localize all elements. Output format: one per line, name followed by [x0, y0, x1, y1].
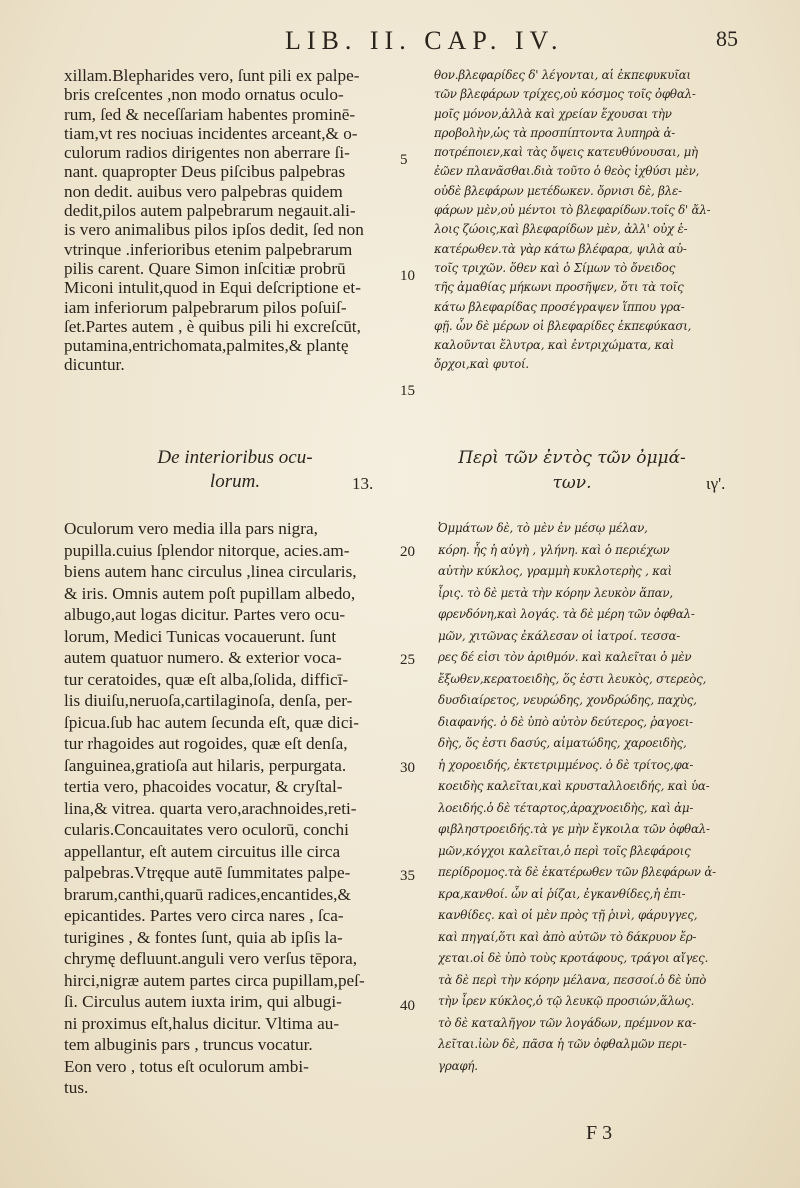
- text-line: lina,& vitrea. quarta vero,arachnoides,reti-: [64, 798, 357, 818]
- text-line: Ὀμμάτων δὲ, τὸ μὲν ἐν μέσῳ μέλαν,: [438, 521, 648, 535]
- text-line: Eon vero , totus eſt oculorum ambi-: [64, 1056, 309, 1076]
- text-line: λοειδής.ὁ δὲ τέταρτος,ἀραχνοειδὴς, καὶ ἀμ-: [438, 800, 694, 815]
- latin-heading-line: lorum.: [209, 471, 261, 492]
- text-line: Oculorum vero media illa pars nigra,: [64, 519, 318, 538]
- text-line: κρα,κανθοί. ὧν αἱ ῥίζαι, ἐγκανθίδες,ἡ ἐπι-: [438, 886, 686, 901]
- text-line: pupilla.cuius ſplendor nitorque, acies.am-: [64, 540, 350, 560]
- text-line: Miconi intulit,quod in Equi deſcriptione et-: [64, 278, 361, 298]
- text-line: κανθίδες. καὶ οἱ μὲν πρὸς τῇ ῥινὶ, φάρυγγες,: [438, 908, 698, 922]
- text-line: τῆς ἀμαθίας μήκωνι προσῆψεν, ὅτι τὰ τοῖς: [434, 280, 684, 295]
- text-line: μοῖς μόνον,ἀλλὰ καὶ χρείαν ἔχουσαι τὴν: [434, 106, 672, 121]
- text-line: & iris. Omnis autem poſt pupillam albedo,: [64, 583, 356, 603]
- text-line: τῶν βλεφάρων τρίχες,οὐ κόσμος τοῖς ὀφθαλ-: [434, 87, 696, 102]
- text-line: chrymę defluunt.anguli vero verſus tēpora,: [64, 949, 358, 968]
- text-line: lis diuiſu,neruoſa,cartilaginoſa, denſa, per-: [64, 691, 353, 710]
- line-number: 25: [400, 652, 415, 668]
- text-line: τοῖς τριχῶν. ὅθεν καὶ ὁ Σίμων τὸ ὄνειδος: [434, 260, 676, 275]
- text-line: φῇ. ὧν δὲ μέρων οἱ βλεφαρίδες ἐκπεφύκασι,: [434, 318, 692, 333]
- greek-heading-line: Περὶ τῶν ἐντὸς τῶν ὀμμά-: [458, 448, 686, 468]
- text-line: culorum radios dirigentes non aberrare ſi-: [64, 143, 350, 163]
- text-line: χεται.οἱ δὲ ὑπὸ τοὺς κροτάφους, τράγοι αἴγες.: [438, 951, 709, 965]
- text-line: ſi. Circulus autem iuxta irim, qui albugi-: [64, 992, 342, 1011]
- text-line: καὶ πηγαί,ὅτι καὶ ἀπὸ αὐτῶν τὸ δάκρυον ἔρ-: [438, 929, 697, 944]
- text-line: brarum,canthi,quarū radices,encantides,&: [64, 884, 351, 904]
- text-line: albugo,aut logas dicitur. Partes vero ocu-: [64, 605, 346, 624]
- text-line: δὴς, ὅς ἐστι δασύς, αἱματώδης, χαροειδὴς,: [438, 736, 687, 750]
- text-line: nant. quapropter Deus piſcibus palpebras: [64, 162, 346, 182]
- text-line: palpebras.Vtręque autē ſummitates palpe-: [64, 863, 351, 882]
- text-line: φάρων μὲν,οὐ μέντοι τὸ βλεφαρίδων.τοῖς δ' ἄλ-: [434, 203, 711, 218]
- text-line: οὐδὲ βλεφάρων μετέδωκεν. ὄρνισι δὲ, βλε-: [434, 183, 682, 198]
- latin-heading-line: De interioribus ocu-: [157, 447, 313, 468]
- text-line: autem quatuor numero. & exterior voca-: [64, 648, 342, 667]
- text-line: δυσδιαίρετος, νευρώδης, χονδρώδης, παχὺς,: [438, 693, 697, 707]
- text-line: dedit,pilos autem palpebrarum negauit.ali-: [64, 201, 356, 221]
- text-line: cularis.Concauitates vero oculorū, conchi: [64, 820, 349, 839]
- text-line: τὰ δὲ περὶ τὴν κόρην μέλανα, πεσσοί.ὁ δὲ ὑπὸ: [438, 972, 707, 987]
- text-line: τὸ δὲ καταλῆγον τῶν λογάδων, πρέμνον κα-: [438, 1015, 697, 1030]
- page-number: 85: [716, 26, 738, 51]
- text-line: κάτω βλεφαρίδας προσέγραψεν ἵππου γρα-: [434, 299, 685, 314]
- text-line: θον.βλεφαρίδες δ' λέγονται, αἱ ἐκπεφυκυῖαι: [434, 68, 691, 82]
- text-line: tem albuginis pars , truncus vocatur.: [64, 1035, 313, 1054]
- text-line: vtrinque .inferioribus etenim palpebrarum: [64, 239, 353, 259]
- text-line: τὴν ἶρεν κύκλος,ὁ τῷ λευκῷ προσιών,ἅλως.: [438, 994, 695, 1008]
- text-line: ἔξωθεν,κερατοειδὴς, ὅς ἐστι λευκὸς, στερεὸς,: [438, 671, 707, 686]
- text-line: ἐῶεν πλανᾶσθαι.διὰ τοῦτο ὁ θεὸς ἰχθύσι μὲν,: [434, 164, 700, 179]
- latin-chapter-number: 13.: [352, 474, 374, 493]
- greek-chapter-number: ιγ'.: [706, 474, 726, 493]
- text-line: xillam.Blepharides vero, ſunt pili ex palpe-: [64, 66, 360, 85]
- text-line: ſpicua.ſub hac autem ſecunda eſt, quæ dici-: [64, 712, 359, 732]
- text-line: rum, ſed & neceſſariam habentes prominē-: [64, 104, 356, 124]
- text-line: turigines , & fontes ſunt, quia ab ipſis la-: [64, 927, 343, 947]
- text-line: αὐτὴν κύκλος, γραμμὴ κυκλοτερὴς , καὶ: [438, 564, 672, 578]
- text-line: ni proximus eſt,halus dicitur. Vltima au-: [64, 1013, 340, 1033]
- text-line: μῶν, χιτῶνας ἐκάλεσαν οἱ ἰατροί. τεσσα-: [438, 628, 681, 643]
- text-line: tertia vero, phacoides vocatur, & cryſtal-: [64, 777, 343, 796]
- text-line: putamina,entrichomata,palmites,& plantę: [64, 336, 349, 356]
- text-line: is vero animalibus pilos ipſos dedit, ſed non: [64, 220, 364, 240]
- greek-heading-line: των.: [552, 473, 592, 493]
- text-line: λοις ζώοις,καὶ βλεφαρίδων μὲν, ἀλλ' οὐχ ἑ-: [434, 222, 688, 237]
- text-line: ὄρχοι,καὶ φυτοί.: [434, 357, 529, 372]
- line-number: 35: [400, 868, 415, 884]
- text-line: φρενδόνη,καὶ λογάς. τὰ δὲ μέρη τῶν ὀφθαλ-: [438, 607, 695, 621]
- greek-column-bottom: [438, 518, 790, 1077]
- line-number: 15: [400, 383, 415, 399]
- text-line: διαφανής. ὁ δὲ ὑπὸ αὐτὸν δεύτερος, ῥαγοει-: [438, 714, 693, 729]
- text-line: φιβληστροειδής.τὰ γε μὴν ἔγκοιλα τῶν ὀφθαλ-: [438, 822, 710, 836]
- line-number: 30: [400, 760, 415, 776]
- text-line: ſanguinea,gratioſa aut hilaris, perpurgata.: [64, 755, 347, 775]
- text-line: appellantur, eſt autem circuitus ille circa: [64, 841, 341, 861]
- latin-column-bottom: [64, 518, 398, 1099]
- greek-chapter-heading: [452, 446, 692, 496]
- text-line: περίδρομος.τὰ δὲ ἑκατέρωθεν τῶν βλεφάρων ἀ-: [438, 865, 716, 879]
- text-line: biens autem hanc circulus ,linea circularis,: [64, 562, 357, 581]
- text-line: bris creſcentes ,non modo ornatus oculo-: [64, 85, 344, 105]
- text-line: non dedit. auibus vero palpebras quidem: [64, 181, 343, 201]
- signature-mark: F 3: [586, 1122, 613, 1144]
- text-line: epicantides. Partes vero circa nares , ſca-: [64, 906, 344, 925]
- text-line: tiam,vt res nociuas incidentes arceant,& o-: [64, 123, 358, 143]
- line-number: 40: [400, 998, 415, 1014]
- text-line: ἶρις. τὸ δὲ μετὰ τὴν κόρην λευκὸν ἅπαν,: [438, 585, 673, 600]
- text-line: γραφή.: [438, 1058, 478, 1073]
- text-line: ſet.Partes autem , è quibus pili hi excreſcūt,: [64, 316, 361, 336]
- text-line: iam inferiorum palpebrarum pilos poſuiſ-: [64, 297, 347, 317]
- latin-column-top: [64, 66, 416, 375]
- text-line: pilis carent. Quare Simon inſcitiæ probrū: [64, 258, 346, 278]
- line-number: 5: [400, 152, 408, 168]
- text-line: ἡ χοροειδής, ἐκτετριμμένος. ὁ δὲ τρίτος,φα-: [438, 757, 694, 772]
- text-line: tur rhagoides aut rogoides, quæ eſt denſa,: [64, 734, 348, 753]
- line-number: 20: [400, 544, 415, 560]
- text-line: κόρη. ἧς ἡ αὐγὴ , γλήνη. καὶ ὁ περιέχων: [438, 542, 670, 557]
- text-line: tur ceratoides, quæ eſt alba,ſolida, difficī-: [64, 669, 349, 689]
- running-head-title: LIB. II. CAP. IV.: [285, 26, 564, 55]
- text-line: λεῖται.ἰὼν δὲ, πᾶσα ἡ τῶν ὀφθαλμῶν περι-: [438, 1037, 687, 1051]
- text-line: tus.: [64, 1078, 89, 1097]
- line-number-gutter: [400, 0, 430, 1188]
- text-line: κοειδὴς καλεῖται,καὶ κρυσταλλοειδής, καὶ ὑα-: [438, 779, 710, 793]
- text-line: προβολὴν,ὡς τὰ προσπίπτοντα λυπηρὰ ἀ-: [434, 125, 676, 140]
- text-line: hirci,nigræ autem partes circa pupillam,peſ-: [64, 970, 365, 990]
- text-line: κατέρωθεν.τὰ γὰρ κάτω βλέφαρα, ψιλὰ αὐ-: [434, 241, 687, 256]
- greek-column-top: [434, 66, 790, 375]
- line-number: 10: [400, 268, 415, 284]
- text-line: lorum, Medici Tunicas vocauerunt. ſunt: [64, 626, 337, 646]
- text-line: ποτρέποιεν,καὶ τὰς ὄψεις κατευθύνουσαι, μὴ: [434, 145, 698, 160]
- text-line: dicuntur.: [64, 355, 125, 375]
- text-line: καλοῦνται ἔλυτρα, καὶ ἐντριχώματα, καὶ: [434, 338, 675, 353]
- latin-chapter-heading: [130, 446, 340, 494]
- text-line: μῶν,κόγχοι καλεῖται,ὁ περὶ τοῖς βλεφάροις: [438, 843, 691, 858]
- text-line: ρες δέ εἰσι τὸν ἀριθμόν. καὶ καλεῖται ὁ μὲν: [438, 650, 692, 664]
